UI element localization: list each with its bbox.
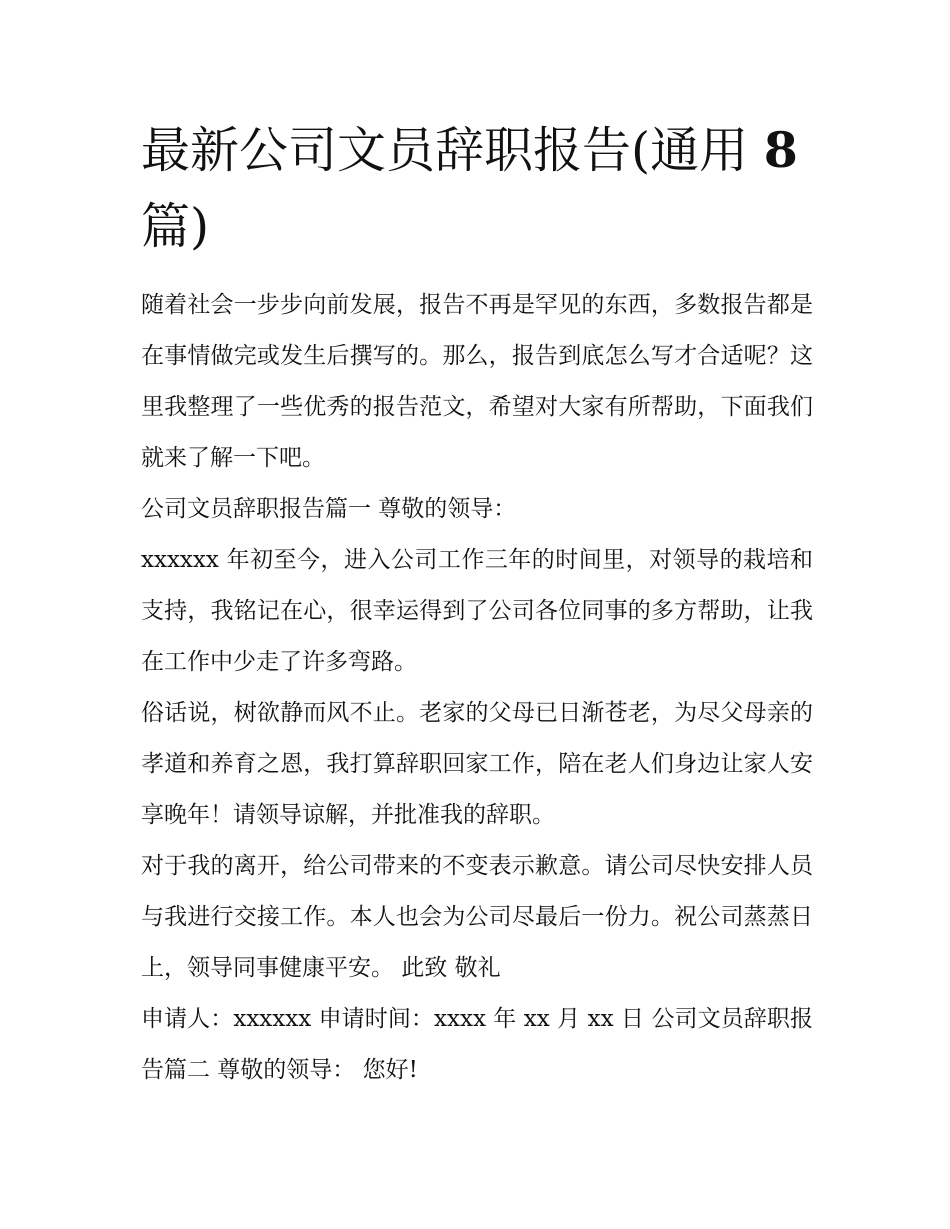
paragraph-signature: 申请人：xxxxxx 申请时间：xxxx 年 xx 月 xx 日 公司文员辞职报告篇二 尊敬的领导： 您好! <box>141 1006 813 1083</box>
paragraph-reason: 俗话说，树欲静而风不止。老家的父母已日渐苍老，为尽父母亲的孝道和养育之恩，我打算辞职回家工作，陪在老人们身边让家人安享晚年！请领导谅解，并批准我的辞职。 <box>141 700 813 828</box>
title-text: 最新公司文员辞职报告(通用 <box>141 122 764 179</box>
paragraph-intro: 随着社会一步步向前发展，报告不再是罕见的东西，多数报告都是在事情做完或发生后撰写的。那么，报告到底怎么写才合适呢？这里我整理了一些优秀的报告范文，希望对大家有所帮助，下面我们就来了解一下吧。 <box>141 292 813 471</box>
paragraph-section-heading: 公司文员辞职报告篇一 尊敬的领导： <box>141 496 517 522</box>
document-title <box>141 112 821 265</box>
paragraph-gratitude: xxxxxx 年初至今，进入公司工作三年的时间里，对领导的栽培和支持，我铭记在心，很幸运得到了公司各位同事的多方帮助，让我在工作中少走了许多弯路。 <box>141 547 813 675</box>
paragraph-apology: 对于我的离开，给公司带来的不变表示歉意。请公司尽快安排人员与我进行交接工作。本人也会为公司尽最后一份力。祝公司蒸蒸日上，领导同事健康平安。 此致 敬礼 <box>141 853 813 981</box>
title-text-end: 篇) <box>141 198 210 255</box>
title-number: 8 <box>763 121 798 179</box>
document-body <box>141 280 813 1096</box>
